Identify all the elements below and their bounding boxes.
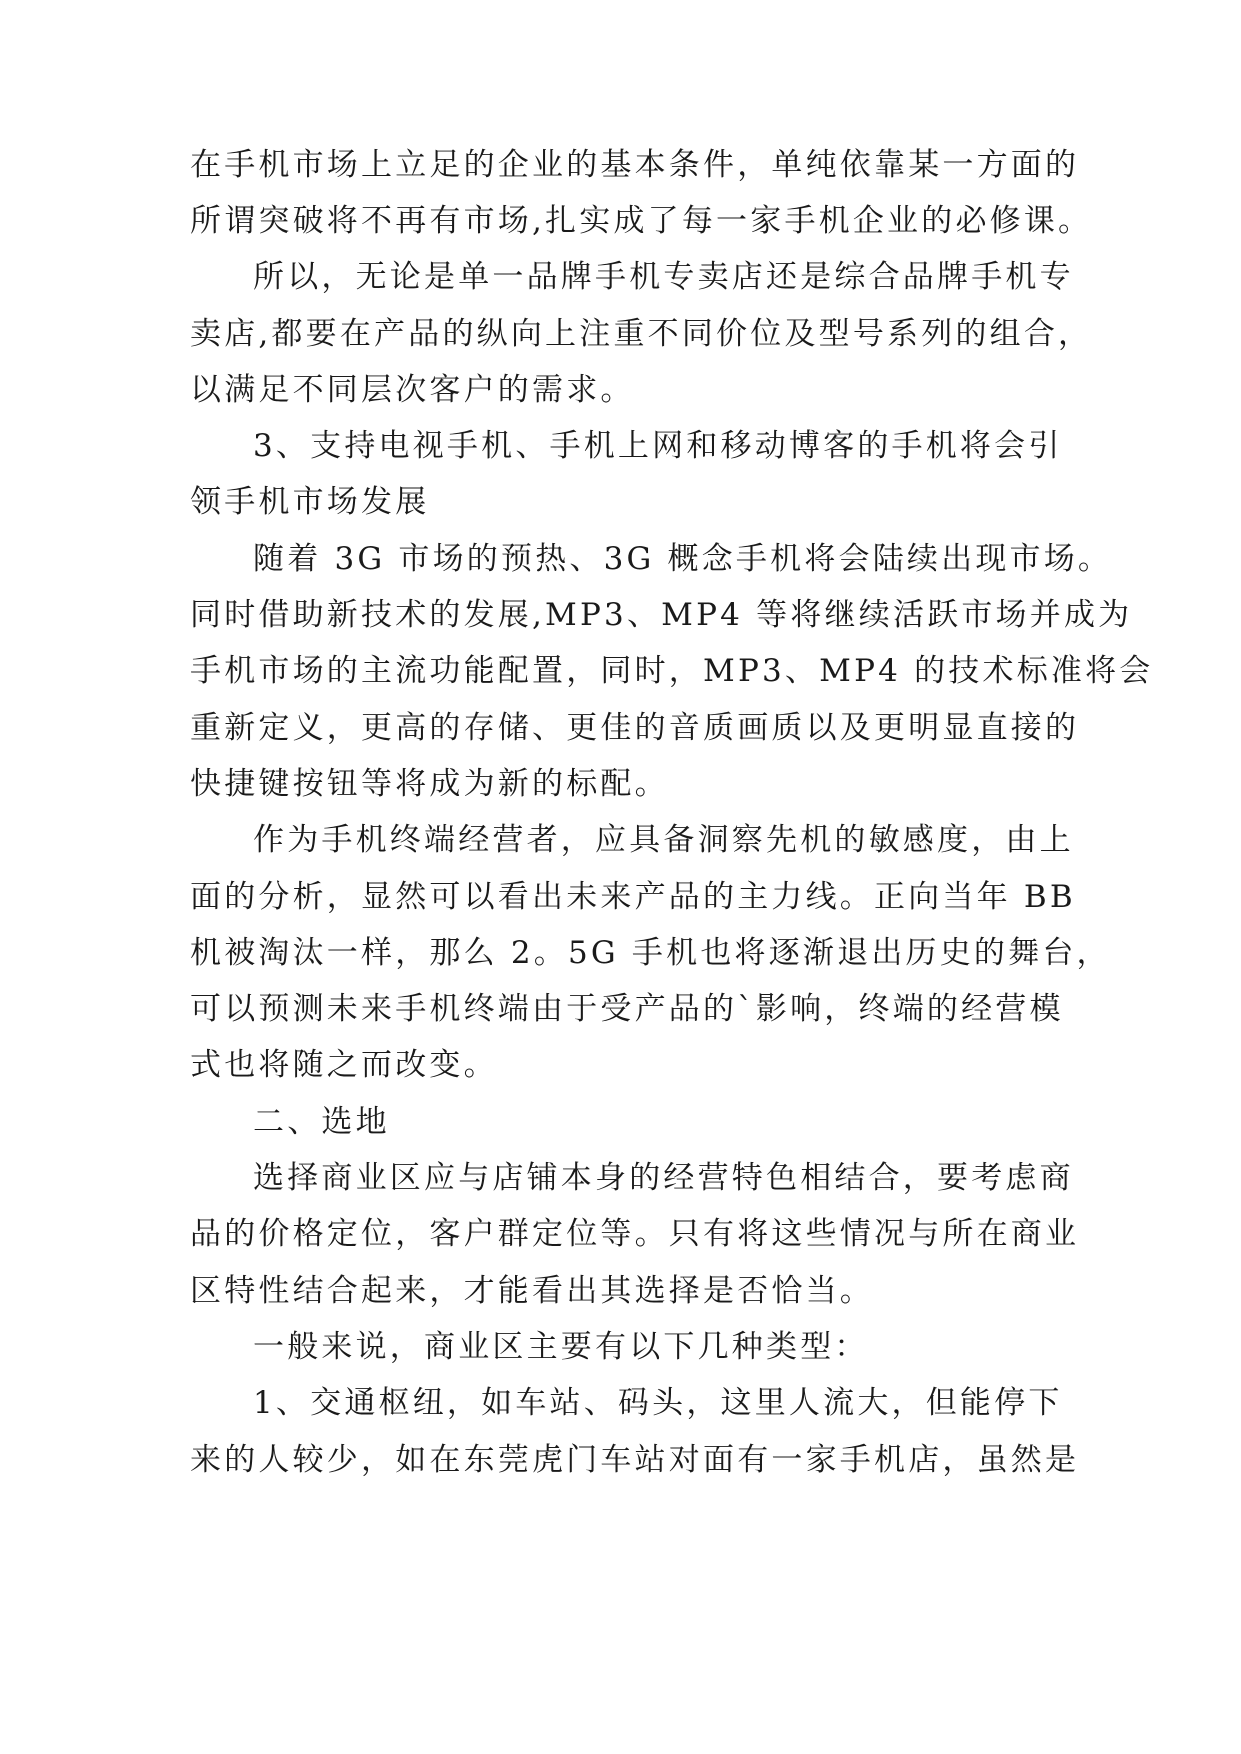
section-heading: 二、选地 bbox=[253, 1104, 390, 1140]
text-line-14: 面的分析，显然可以看出未来产品的主力线。正向当年 BB bbox=[190, 879, 1076, 915]
text-line-10: 手机市场的主流功能配置，同时，MP3、MP4 的技术标准将会 bbox=[190, 653, 1154, 689]
text-line-4: 卖店,都要在产品的纵向上注重不同价位及型号系列的组合， bbox=[190, 316, 1093, 352]
text-line-5: 以满足不同层次客户的需求。 bbox=[190, 372, 635, 408]
paragraph-first-line: 一般来说，商业区主要有以下几种类型： bbox=[253, 1329, 869, 1365]
text-line-20: 品的价格定位，客户群定位等。只有将这些情况与所在商业 bbox=[190, 1216, 1080, 1252]
paragraph-first-line: 选择商业区应与店铺本身的经营特色相结合，要考虑商 bbox=[253, 1160, 1074, 1196]
paragraph-first-line: 作为手机终端经营者，应具备洞察先机的敏感度，由上 bbox=[253, 822, 1074, 858]
text-line-12: 快捷键按钮等将成为新的标配。 bbox=[190, 766, 669, 802]
text-line-16: 可以预测未来手机终端由于受产品的`影响，终端的经营模 bbox=[190, 991, 1064, 1027]
paragraph-first-line: 所以，无论是单一品牌手机专卖店还是综合品牌手机专 bbox=[253, 259, 1074, 295]
list-item-continued: 来的人较少，如在东莞虎门车站对面有一家手机店，虽然是 bbox=[190, 1442, 1080, 1478]
list-item: 1、交通枢纽，如车站、码头，这里人流大，但能停下 bbox=[253, 1385, 1063, 1421]
paragraph-first-line: 随着 3G 市场的预热、3G 概念手机将会陆续出现市场。 bbox=[253, 541, 1113, 577]
text-line-11: 重新定义，更高的存储、更佳的音质画质以及更明显直接的 bbox=[190, 710, 1080, 746]
text-line-1: 在手机市场上立足的企业的基本条件，单纯依靠某一方面的 bbox=[190, 147, 1080, 183]
text-line-17: 式也将随之而改变。 bbox=[190, 1047, 498, 1083]
text-line-9: 同时借助新技术的发展,MP3、MP4 等将继续活跃市场并成为 bbox=[190, 597, 1133, 633]
section-heading: 3、支持电视手机、手机上网和移动博客的手机将会引 bbox=[253, 428, 1063, 464]
text-line-15: 机被淘汰一样，那么 2。5G 手机也将逐渐退出历史的舞台， bbox=[190, 935, 1111, 971]
section-heading-continued: 领手机市场发展 bbox=[190, 484, 430, 520]
text-line-2: 所谓突破将不再有市场,扎实成了每一家手机企业的必修课。 bbox=[190, 203, 1093, 239]
text-line-21: 区特性结合起来，才能看出其选择是否恰当。 bbox=[190, 1273, 874, 1309]
